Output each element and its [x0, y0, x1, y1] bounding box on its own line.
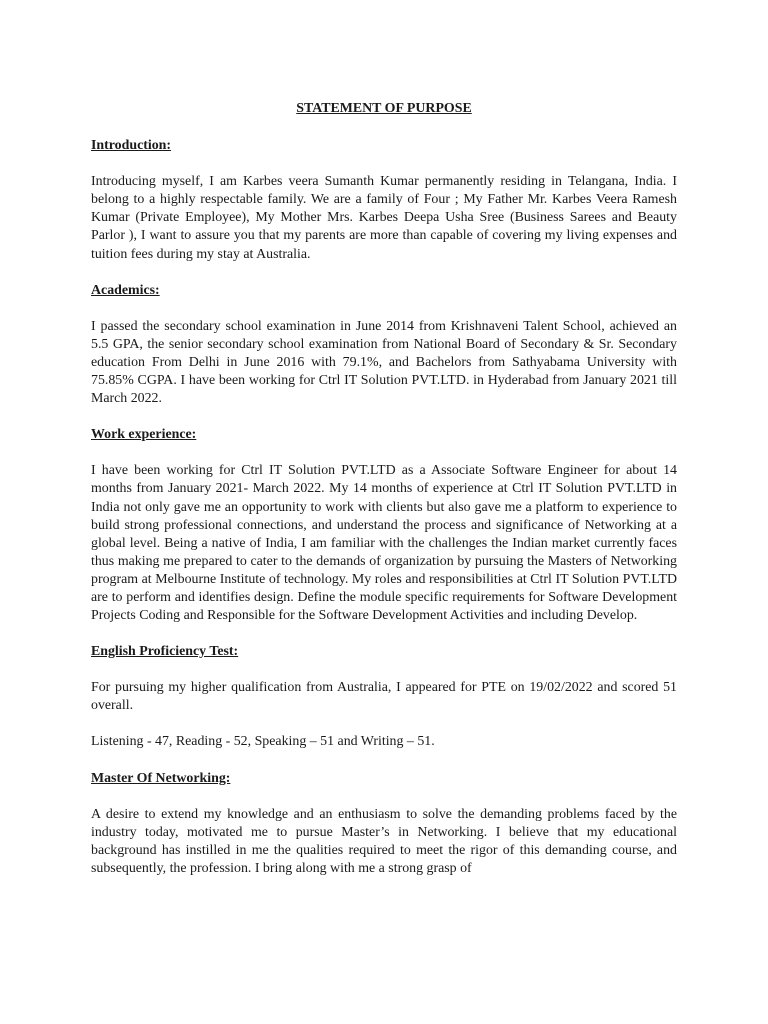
document-page	[91, 100, 677, 878]
section-heading-master-of-networking: Master Of Networking:	[91, 770, 231, 786]
english-proficiency-scores: Listening - 47, Reading - 52, Speaking – 51 and Writing – 51.	[91, 734, 435, 750]
section-heading-english-proficiency: English Proficiency Test:	[91, 644, 239, 660]
section-heading-work-experience: Work experience:	[91, 427, 197, 443]
section-heading-introduction: Introduction:	[91, 138, 172, 154]
english-proficiency-paragraph: For pursuing my higher qualification from Australia, I appeared for PTE on 19/02/2022 and scored 51 overall.	[91, 680, 677, 714]
work-experience-paragraph: I have been working for Ctrl IT Solution PVT.LTD as a Associate Software Engineer for about 14 months from January 2021- March 2022. My 14 months of experience at Ctrl IT Solution PVT.LTD in India not only gave me an opportunity to work with clients but also gave me a platform to experience to build strong professional connections, and understand the process and significance of Networking at a global level. Being a native of India, I am familiar with the challenges the Indian market currently faces thus making me prepared to cater to the demands of organization by pursuing the Masters of Networking program at Melbourne Institute of technology. My roles and responsibilities at Ctrl IT Solution PVT.LTD are to perform and identifies design. Define the module specific requirements for Software Development Projects Coding and Responsible for the Software Development Activities and including Develop.	[91, 463, 677, 624]
introduction-paragraph: Introducing myself, I am Karbes veera Sumanth Kumar permanently residing in Telangana, India. I belong to a highly respectable family. We are a family of Four ; My Father Mr. Karbes Veera Ramesh Kumar (Private Employee), My Mother Mrs. Karbes Deepa Usha Sree (Business Sarees and Beauty Parlor ), I want to assure you that my parents are more than capable of covering my living expenses and tuition fees during my stay at Australia.	[91, 174, 677, 262]
section-heading-academics: Academics:	[91, 282, 160, 298]
master-of-networking-paragraph: A desire to extend my knowledge and an enthusiasm to solve the demanding problems faced by the industry today, motivated me to pursue Master’s in Networking. I believe that my educational background has instilled in me the qualities required to meet the rigor of this demanding course, and subsequently, the profession. I bring along with me a strong grasp of	[91, 806, 677, 876]
academics-paragraph: I passed the secondary school examination in June 2014 from Krishnaveni Talent School, achieved an 5.5 GPA, the senior secondary school examination from National Board of Secondary & Sr. Secondary education From Delhi in June 2016 with 79.1%, and Bachelors from Sathyabama University with 75.85% CGPA. I have been working for Ctrl IT Solution PVT.LTD. in Hyderabad from January 2021 till March 2022.	[91, 318, 677, 407]
document-title: STATEMENT OF PURPOSE	[296, 101, 472, 116]
